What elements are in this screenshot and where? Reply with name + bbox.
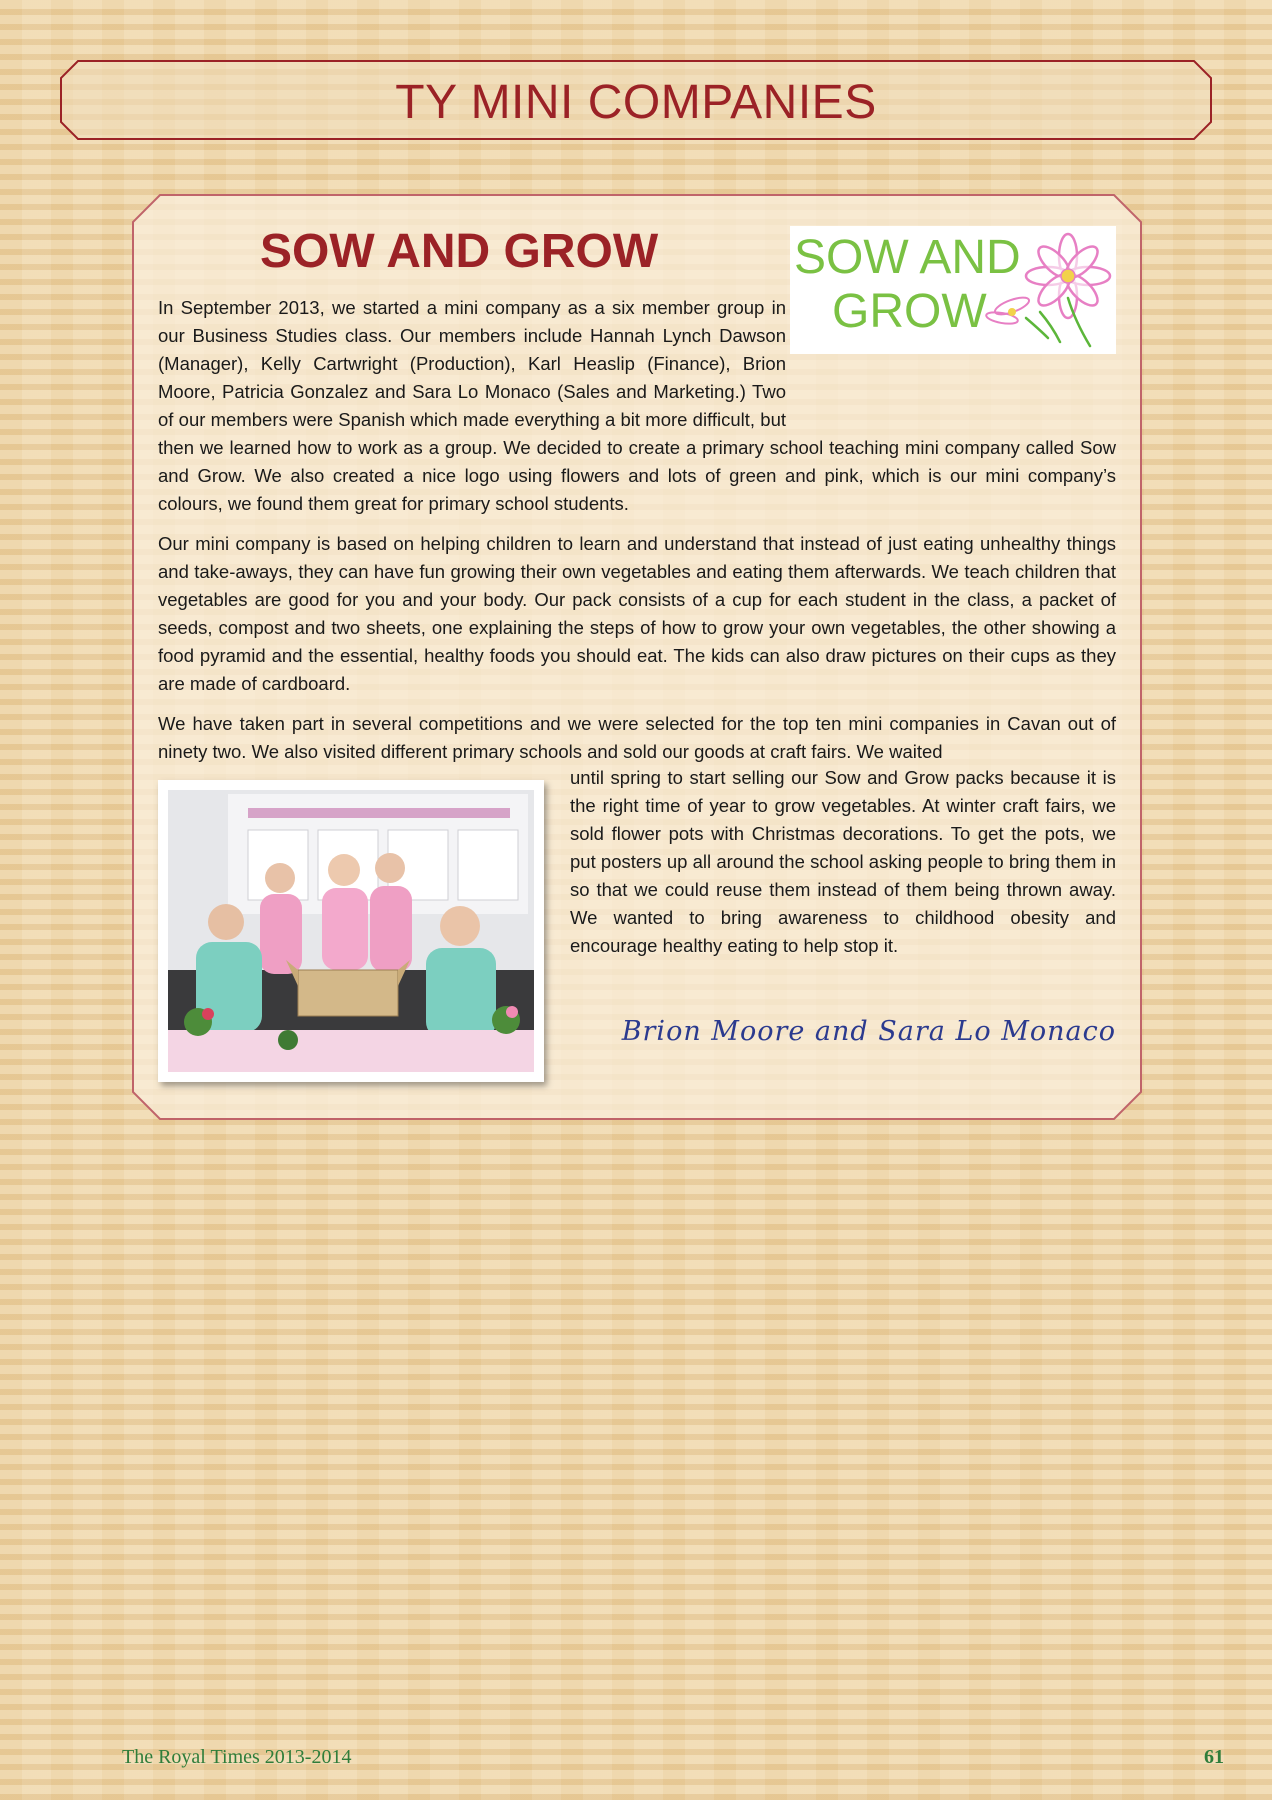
page-number: 61 — [1204, 1746, 1224, 1768]
activities-paragraph-end: until spring to start selling our Sow and Grow packs because it is the right time of year to grow vegetables. At winter craft fairs, we sold flower pots with Christmas decorations. To get the pots, we put posters up all around the school asking people to bring them in so that we could reuse them instead of them being thrown away. We wanted to bring awareness to childhood obesity and encourage healthy eating to help stop it. — [570, 767, 1116, 956]
section-banner — [60, 60, 1212, 140]
author-signature: Brion Moore and Sara Lo Monaco — [621, 1016, 1116, 1047]
intro-paragraph — [158, 294, 1116, 518]
team-photo-image — [168, 790, 534, 1072]
logo-text-line2: GROW — [832, 285, 987, 338]
activities-paragraph-start: We have taken part in several competitions and we were selected for the top ten mini companies in Cavan out of ninety two. We also visited different primary schools and sold our goods at craft fairs. We waited — [158, 713, 1116, 762]
mission-paragraph: Our mini company is based on helping children to learn and understand that instead of just eating unhealthy things and take-aways, they can have fun growing their own vegetables and eating them afterwards. We teach children that vegetables are good for you and your body. Our pack consists of a cup for each student in the class, a packet of seeds, compost and two sheets, one explaining the steps of how to grow your own vegetables, the other showing a food pyramid and the essential, healthy foods you should eat. The kids can also draw pictures on their cups as they are made of cardboard. — [158, 533, 1116, 694]
team-photo — [158, 780, 544, 1082]
intro-paragraph-text: In September 2013, we started a mini company as a six member group in our Business Studies class. Our members include Hannah Lynch Dawson (Manager), Kelly Cartwright (Production), Karl Heaslip (Finance), Brion Moore, Patricia Gonzalez and Sara Lo Monaco (Sales and Marketing.) Two of our members were Spanish which made everything a bit more difficult, but then we learned how to work as a group. We decided to create a primary school teaching mini company called Sow and Grow. We also created a nice logo using flowers and lots of green and pink, which is our mini company’s colours, we found them great for primary school students. — [158, 297, 1116, 514]
section-title: TY MINI COMPANIES — [395, 76, 877, 129]
article-panel — [132, 194, 1142, 1120]
publication-name: The Royal Times 2013-2014 — [122, 1746, 352, 1768]
article-title: SOW AND GROW — [260, 225, 659, 278]
logo-text-line1: SOW AND — [794, 231, 1021, 284]
logo-spacer — [786, 294, 1116, 424]
